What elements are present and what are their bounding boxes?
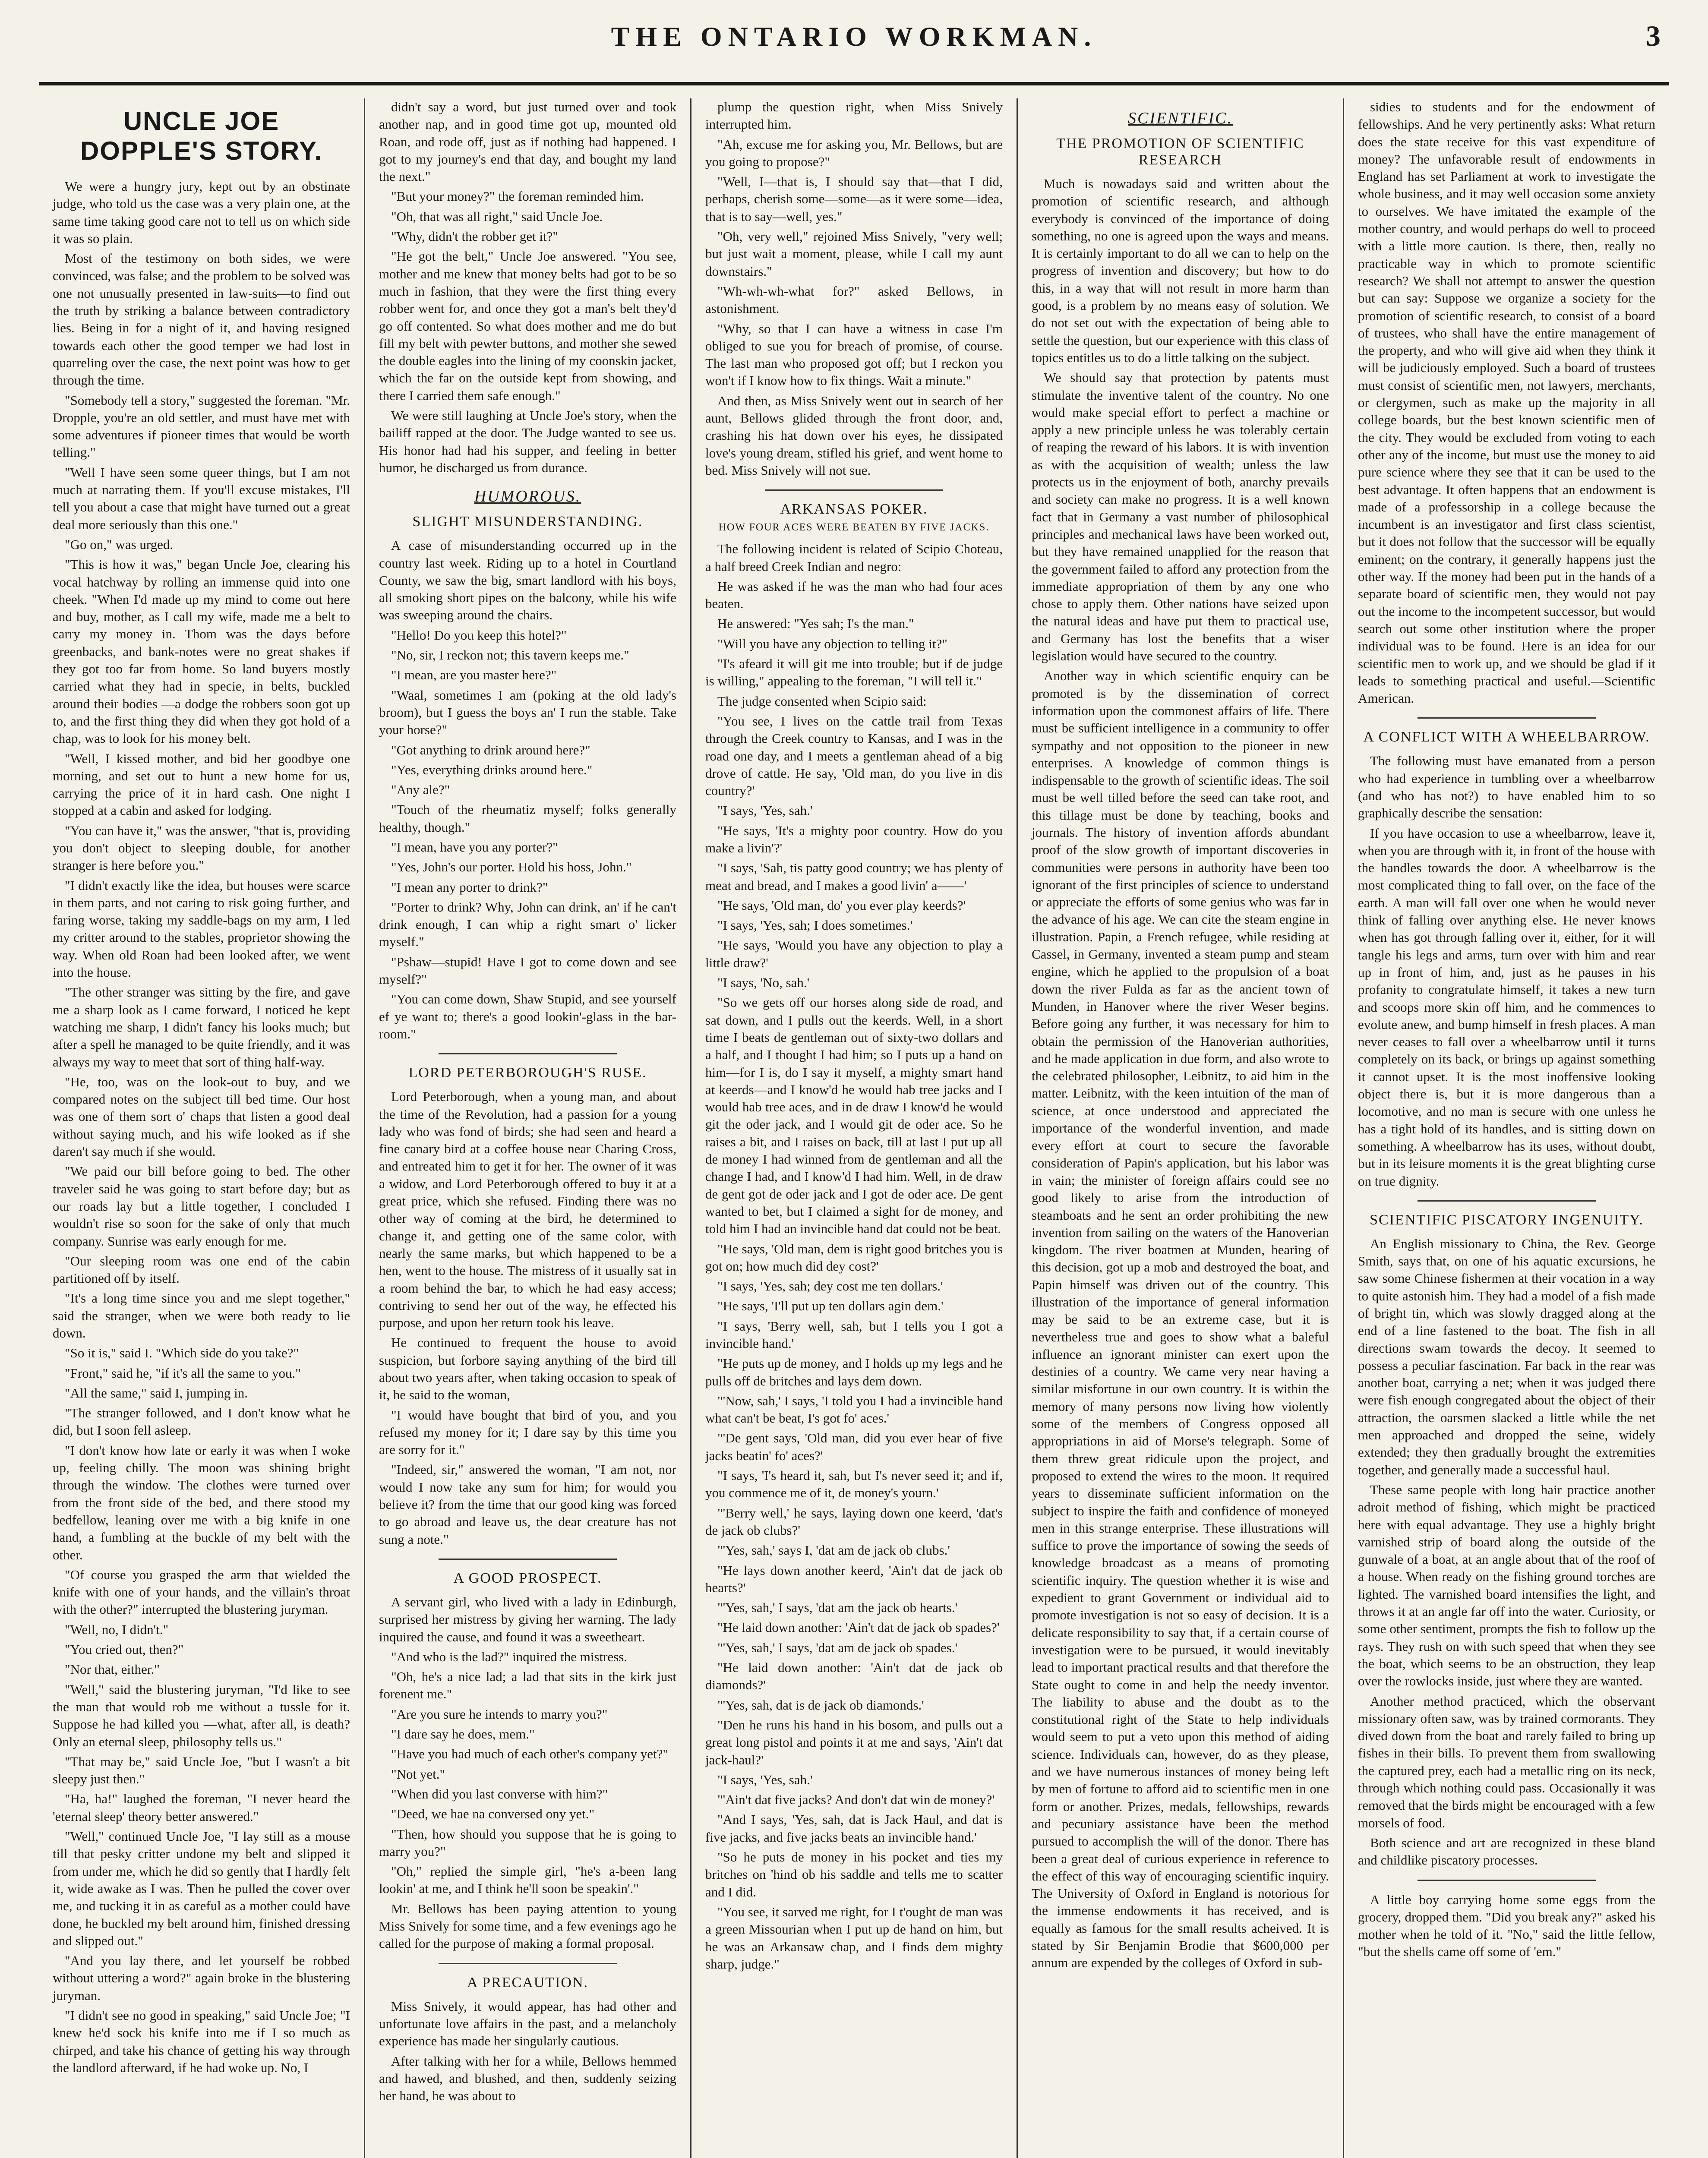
columns [39,98,1669,2158]
paragraph: "Wh-wh-wh-what for?" asked Bellows, in astonishment. [705,283,1003,316]
article-heading-good-prospect: A GOOD PROSPECT. [453,1570,602,1586]
paragraph: The following incident is related of Scipio Choteau, a half breed Creek Indian and negro: [705,541,1003,574]
divider [439,1963,617,1964]
paragraph: plump the question right, when Miss Snively interrupted him. [705,99,1003,132]
paragraph: He answered: "Yes sah; I's the man." [717,616,914,631]
paragraph: "He laid down another: 'Ain't dat de jack ob diamonds?' [705,1660,1003,1693]
paragraph: "Of course you grasped the arm that wielded the knife with one of your hands, and the villain's throat with the other?" interrupted the blustering juryman. [53,1567,350,1617]
column-2 [365,98,691,2158]
paragraph: "He laid down another: 'Ain't dat de jack ob spades?' [717,1620,1000,1635]
paragraph: "Somebody tell a story," suggested the foreman. "Mr. Dropple, you're an old settler, and must have met with some adventures if pioneer times that would be worth telling." [53,392,350,460]
paragraph: Miss Snively, it would appear, has had other and unfortunate love affairs in the past, and a melancholy experience has made her singularly cautious. [379,1998,676,2049]
paragraph: "The stranger followed, and I don't know what he did, but I soon fell asleep. [53,1405,350,1438]
paragraph: "Well, no, I didn't." [65,1622,169,1637]
paragraph: We were a hungry jury, kept out by an obstinate judge, who told us the case was a very plain one, at the same time taking good care not to tell us on which side it was so plain. [53,179,350,246]
paragraph: "Porter to drink? Why, John can drink, an' if he can't drink enough, I can whip a right smart o' licker myself." [379,899,676,950]
column-2-text-b [379,537,676,1043]
paragraph: "I says, 'Sah, tis patty good country; we has plenty of meat and bread, and I makes a good livin' a——' [705,860,1003,893]
paragraph: Another method practiced, which the observant missionary often saw, was by trained cormorants. They dived down from the boat and rarely failed to bring up fishes in their bills. To prevent them from swallowing the captured prey, each had a metallic ring on its neck, through which nothing could pass. Occasionally it was removed that the birds might be encouraged with a few morsels of food. [1358,1693,1655,1830]
paragraph: "Hello! Do you keep this hotel?" [391,627,567,643]
paragraph: "I didn't exactly like the idea, but houses were scarce in them parts, and not caring to risk going further, and faring worse, taking my saddle-bags on my arm, I led my critter around to the stables, proprietor showing the way. When old Roan had been looked after, we went into the house. [53,877,350,980]
paragraph: "'Yes, sah,' says I, 'dat am de jack ob clubs.' [717,1543,950,1558]
column-5-text-d [1358,1891,1655,1961]
paragraph: After talking with her for a while, Bellows hemmed and hawed, and blushed, and then, suddenly seizing her hand, he was about to [379,2053,676,2104]
divider [1418,717,1596,719]
paragraph: "He says, 'It's a mighty poor country. How do you make a livin'?' [705,823,1003,855]
paragraph: "I says, 'Yes, sah; I does sometimes.' [717,918,913,933]
paragraph: Both science and art are recognized in these bland and childlike piscatory processes. [1358,1835,1655,1868]
paragraph: "Have you had much of each other's company yet?" [391,1746,669,1762]
paragraph: "You see, I lives on the cattle trail from Texas through the Creek country to Kansas, and I was in the road one day, and I meets a gentleman ahead of a big drove of cattle. He say, 'Old man, do you live in dis country?' [705,713,1003,798]
article-heading-misunderstanding: SLIGHT MISUNDERSTANDING. [412,514,643,530]
paragraph: "Our sleeping room was one end of the cabin partitioned off by itself. [53,1253,350,1286]
column-5-text-a [1358,98,1655,707]
paragraph: "Deed, we hae na conversed ony yet." [391,1806,595,1822]
column-3-text-b [705,540,1003,1973]
paragraph: He continued to frequent the house to avoid suspicion, but forbore saying anything of the bird till about two years after, when taking occasion to speak of it, he said to the woman, [379,1335,676,1403]
paragraph: "I mean any porter to drink?" [391,879,548,895]
paragraph: "Den he runs his hand in his bosom, and pulls out a great long pistol and points it at me and says, 'Ain't dat jack-haul?' [705,1717,1003,1767]
paragraph: A little boy carrying home some eggs from the grocery, dropped them. "Did you break any?" asked his mother when he told of it. "No," said the little fellow, "but the shells came off some of 'em." [1358,1892,1655,1959]
paragraph: "Waal, sometimes I am (poking at the old lady's broom), but I guess the boys an' I run the stable. Take your horse?" [379,687,676,738]
paragraph: "Oh, very well," rejoined Miss Snively, "very well; but just wait a moment, please, while I call my aunt downstairs." [705,229,1003,279]
paragraph: didn't say a word, but just turned over and took another nap, and in good time got up, mounted old Roan, and rode off, just as if nothing had happened. I got to my journey's end that day, and bought my land the next." [379,99,676,184]
paragraph: "Oh, he's a nice lad; a lad that sits in the kirk just forenent me." [379,1669,676,1702]
paragraph: If you have occasion to use a wheelbarrow, leave it, when you are through with it, in front of the house with the handles towards the door. A wheelbarrow is the most complicated thing to fall over, on the face of the earth. A man will fall over one when he would never think of falling over anything else. He never knows when has got through falling over it, either, for it will tangle his legs and arms, turn over with him and rear up in front of him, and, just as he pauses in his profanity to congratulate himself, it takes a new turn and scoops more skin off him, and he commences to evolute anew, and bump himself in fresh places. A man never ceases to fall over a wheelbarrow until it turns completely on its back, or brings up against something it cannot upset. It is the most inoffensive looking object there is, but it is more dangerous than a locomotive, and no man is secure with one unless he has a tight hold of its handles, and is sitting down on something. A wheelbarrow has its uses, without doubt, but in its leisure moments it is the great blighting curse on true dignity. [1358,825,1655,1189]
paragraph: "Then, how should you suppose that he is going to marry you?" [379,1826,676,1859]
paragraph: "I would have bought that bird of you, and you refused my money for it; I dare say by this time you are sorry for it." [379,1407,676,1458]
newspaper-title: THE ONTARIO WORKMAN. [611,21,1097,52]
column-1-text [53,178,350,2076]
paragraph: "Indeed, sir," answered the woman, "I am not, nor would I now take any sum for him; for would you believe it? from the time that our good king was forced to go abroad and leave us, the dear creature has not sung a note." [379,1462,676,1547]
article-heading-peterborough: LORD PETERBOROUGH'S RUSE. [408,1065,647,1081]
paragraph: And then, as Miss Snively went out in search of her aunt, Bellows glided through the front door, and, crashing his hat down over his eyes, he dissipated love's young dream, stifled his grief, and went home to bed. Miss Snively will not sue. [705,393,1003,478]
paragraph: A case of misunderstanding occurred up in the country last week. Riding up to a hotel in Courtland County, we saw the big, smart landlord with his boys, all smoking short pipes on the balcony, while his wife was sweeping around the chairs. [379,538,676,623]
paragraph: "Yes, everything drinks around here." [391,762,593,777]
paragraph: "It's a long time since you and me slept together," said the stranger, when we were both ready to lie down. [53,1290,350,1341]
paragraph: "Well, I kissed mother, and bid her goodbye one morning, and set out to hunt a new home for us, carrying the price of it in hard cash. One night I stopped at a cabin and asked for lodging. [53,751,350,818]
paragraph: The judge consented when Scipio said: [717,693,927,709]
column-2-text-c [379,1088,676,1548]
divider [439,1559,617,1560]
paragraph: "He, too, was on the look-out to buy, and we compared notes on the subject till bed time. Our host was one of them sort o' chaps that listen a good deal without saying much, and his wife looked as if she daren't say much if she would. [53,1074,350,1159]
paragraph: An English missionary to China, the Rev. George Smith, says that, on one of his aquatic excursions, he saw some Chinese fishermen at their vocation in a way to quite astonish him. They had a model of a fish made of bright tin, which was slowly dragged along at the end of a line fastened to the boat. The fish in all directions swam towards the decoy. It seemed to possess a peculiar fascination. Far back in the rear was another boat, carrying a net; when it was judged there were fish enough congregated about the object of their attraction, the oarsmen slacked a little while the net men approached and dropped the seine, widely extended; they then gradually brought the extremities together, and generally made a successful haul. [1358,1236,1655,1477]
paragraph: "'Yes, sah,' I says, 'dat am de jack ob spades.' [717,1640,958,1655]
article-subheading-poker: HOW FOUR ACES WERE BEATEN BY FIVE JACKS. [718,522,990,533]
paragraph: "Will you have any objection to telling it?" [717,636,947,651]
column-3-text-a [705,98,1003,479]
paragraph: Mr. Bellows has been paying attention to young Miss Snively for some time, and a few evenings ago he called for the purpose of making a formal proposal. [379,1901,676,1951]
paragraph: "Well," continued Uncle Joe, "I lay still as a mouse till that pesky critter undone my belt and slipped it from under me, which he did so gently that I hardly felt it, wide awake as I was. Then he pulled the cover over me, and tucking it in as careful as a mother could have done, he buckled my belt around him, finished dressing and slipped out." [53,1829,350,1948]
divider [1418,1880,1596,1881]
paragraph: "So we gets off our horses along side de road, and sat down, and I pulls out the keerds. Well, in a short time I beats de gentleman out of sixty-two dollars and a half, and I thought I had him; so I puts up a hand on him—for I is, do I say it myself, a mighty smart hand at keerds—and I know'd he would hab tree jacks and I would hab tree aces, and in de draw I know'd he would git the oder jack, and I would git de oder ace. So he raises a bit, and I raises on back, till at last I put up all de money I had winned from de gentleman and all the change I had, and I know'd I had him. Well, in de draw de gent got de oder jack and I got de oder ace. De gent wanted to bet, but I claimed a sight for de money, and told him I had an invincible hand dat could not be beat. [705,995,1003,1237]
paragraph: "And who is the lad?" inquired the mistress. [391,1649,628,1664]
paragraph: "Front," said he, "if it's all the same to you." [65,1365,301,1381]
paragraph: "I didn't see no good in speaking," said Uncle Joe; "I knew he'd sock his knife into me if I so much as chirped, and take his chance of getting his way through the landlord afterward, if he had woke up. No, I [53,2007,350,2075]
paragraph: "Are you sure he intends to marry you?" [391,1706,608,1722]
divider [765,489,943,491]
article-heading-piscatory: SCIENTIFIC PISCATORY INGENUITY. [1370,1212,1644,1228]
paragraph: "He lays down another keerd, 'Ain't dat de jack ob hearts?' [705,1562,1003,1595]
paragraph: "He says, 'Old man, dem is right good britches you is got on; how much did dey cost?' [705,1241,1003,1274]
paragraph: "'Berry well,' he says, laying down one keerd, 'dat's de jack ob clubs?' [705,1505,1003,1538]
paragraph: "Ah, excuse me for asking you, Mr. Bellows, but are you going to propose?" [705,136,1003,169]
paragraph: "Ha, ha!" laughed the foreman, "I never heard the 'eternal sleep' theory better answered." [53,1791,350,1824]
column-4-text [1032,175,1329,1972]
paragraph: Another way in which scientific enquiry can be promoted is by the dissemination of correct information upon the commonest affairs of life. There must be sufficient intelligence in a community to offer sympathy and not opposition to the pioneer in new enterprises. A knowledge of common things is indispensable to the growth of scientific ideas. The soil must be well tilled before the seed can take root, and this tillage must be done by teaching, books and journals. The history of invention affords abundant proof of the slow growth of important discoveries in communities were persons in authority have been too ignorant of the first principles of science to understand or appreciate the efforts of some genius who was far in the advance of his age. We can cite the steam engine in illustration. Papin, a French refugee, while residing at Cassel, in Germany, invented a steam pump and steam engine, which he applied to the propulsion of a boat down the river Fulda as far as the ancient town of Munden, in Hanover where the river Weser begins. Before going any further, it was necessary for him to obtain the permission of the Hanoverian authorities, and he made application in due form, and also wrote to the celebrated philosopher, Leibnitz, to aid him in the matter. Leibnitz, with the keen intuition of the man of science, at once understood and appreciated the importance of the wonderful invention, and made every effort at court to secure the favorable consideration of Papin's application, but his labor was in vain; the minister of foreign affairs could see no good likely to arise from the introduction of steamboats and he sent an order prohibiting the new invention from sailing on the waters of the Hanoverian kingdom. The river boatmen at Munden, hearing of this decision, got up a mob and destroyed the boat, and Papin himself was driven out of the country. This illustration of the importance of general information may be said to be an extreme case, but it is nevertheless true and goes to show what a baleful influence an ignorant minister can exert upon the destinies of a country. We came very near having a similar misfortune in our own country. It is within the memory of many persons now living how violently some of the members of Congress opposed all appropriations in aid of Morse's telegraph. Some of them threw great ridicule upon the project, and proposed to extend the wires to the moon. It required years to disseminate sufficient information on the subject to inspire the faith and confidence of moneyed men in this strange enterprise. These illustrations will suffice to prove the importance of sowing the seeds of knowledge broadcast as a means of promoting scientific inquiry. The question whether it is wise and expedient to grant Government or individual aid to promote investigation is not so easy of decision. It is a delicate responsibility to say that, if a certain course of investigation were to be pursued, it would inevitably lead to important practical results and that therefore the State ought to come in and help the needy inventor. The liability to abuse and the doubt as to the constitutional right of the State to help individuals would seem to put a veto upon this method of aiding science. Individuals can, however, do as they please, and we have numerous instances of money being left by men of fortune to afford aid to scientific men in one form or another. Prizes, medals, fellowships, rewards and pecuniary assistance have been the method pursued to accomplish the will of the donor. There has been a great deal of curious experience in reference to the effect of this way of encouraging scientific inquiry. The University of Oxford in England is notorious for the immense endowments it has received, and is equally as famous for the small results acheived. It is stated by Sir Benjamin Brodie that $600,000 per annum are expended by the colleges of Oxford in sub- [1032,668,1329,1971]
paragraph: "This is how it was," began Uncle Joe, clearing his vocal hatchway by rolling an immense quid into one cheek. "When I'd made up my mind to come out here and buy, mother, as I call my wife, made me a belt to carry my money in. Thom was the days before greenbacks, and bank-notes were no great shakes if they got too far from home. So land buyers mostly carried what they had in specie, in belts, buckled around their bodies —a dodge the robbers soon got up to, and the first thing they did when they got hold of a chap, was to look for his money belt. [53,557,350,746]
paragraph: "But your money?" the foreman reminded him. [391,189,644,204]
paragraph: "So he puts de money in his pocket and ties my britches on 'hind ob his saddle and tells me to scatter and I did. [705,1849,1003,1899]
column-2-text-e [379,1998,676,2105]
article-heading-precaution: A PRECAUTION. [467,1974,589,1991]
paragraph: "Well," said the blustering juryman, "I'd like to see the man that would rob me without a tussle for it. Suppose he had killed you —what, after all, is death? Only an eternal sleep, philosophy tells us." [53,1682,350,1749]
column-5-text-c [1358,1235,1655,1869]
paragraph: "I mean, are you master here?" [391,667,557,683]
paragraph: "He says, 'Old man, do' you ever play keerds?' [717,897,966,913]
paragraph: Most of the testimony on both sides, we were convinced, was false; and the problem to be solved was one not unusually presented in law-suits—to find out the truth by striking a balance between contradictory lies. Being in for a night of it, and having resigned towards each other the good temper we had lost in quarreling over the case, the next point was how to get through the time. [53,251,350,388]
paragraph: The following must have emanated from a person who had experience in tumbling over a wheelbarrow (and who has not?) to have enabled him to so graphically describe the sensation: [1358,753,1655,821]
column-4 [1018,98,1344,2158]
paragraph: "'Now, sah,' I says, 'I told you I had a invincible hand what can't be beat, I's got fo' aces.' [705,1393,1003,1426]
paragraph: "And you lay there, and let yourself be robbed without uttering a word?" again broke in the blustering juryman. [53,1953,350,2003]
paragraph: "That may be," said Uncle Joe, "but I wasn't a bit sleepy just then." [53,1754,350,1787]
paragraph: A servant girl, who lived with a lady in Edinburgh, surprised her mistress by giving her warning. The lady inquired the cause, and found it was a sweetheart. [379,1594,676,1644]
paragraph: Lord Peterborough, when a young man, and about the time of the Revolution, had a passion for a young lady who was fond of birds; she had seen and heard a fine canary bird at a coffee house near Charing Cross, and entreated him to get it for her. The owner of it was a widow, and Lord Peterborough offered to buy it at a great price, which she refused. Finding there was no other way of coming at the bird, he determined to change it, and getting one of the same color, with nearly the same marks, but which happened to be a hen, went to the house. The mistress of it usually sat in a room behind the bar, to which he had easy access; contriving to send her out of the way, he effected his purpose, and upon her return took his leave. [379,1089,676,1331]
paragraph: "Oh," replied the simple girl, "he's a-been lang lookin' at me, and I think he'll soon be speakin'." [379,1864,676,1896]
column-2-text-d [379,1593,676,1953]
column-5-text-b [1358,752,1655,1189]
paragraph: "'Yes, sah,' I says, 'dat am the jack ob hearts.' [717,1600,958,1615]
paragraph: Much is nowadays said and written about the promotion of scientific research, and although everybody is convinced of the importance of doing something, no one is agreed upon the ways and means. It is certainly important to do all we can to help on the progress of invention and discovery; but how to do this, in a way that will not result in more harm than good, is a problem by no means easy of solution. We do not set out with the expectation of being able to settle the question, but our experience with this class of topics entitles us to do a little talking on the subject. [1032,176,1329,365]
column-2-text-a [379,98,676,476]
paragraph: "So it is," said I. "Which side do you take?" [65,1345,299,1361]
paragraph: "Pshaw—stupid! Have I got to come down and see myself?" [379,954,676,987]
paragraph: "I mean, have you any porter?" [391,839,558,855]
paragraph: "Why, so that I can have a witness in case I'm obliged to sue you for breach of promise, of course. The last man who proposed got off; but I reckon you won't if I know how to fix things. Wait a minute." [705,321,1003,388]
paragraph: "And I says, 'Yes, sah, dat is Jack Haul, and dat is five jacks, and five jacks beats an invincible hand.' [705,1812,1003,1845]
paragraph: "I says, 'I's heard it, sah, but I's never seed it; and if, you commence me of it, de money's yourn.' [705,1468,1003,1501]
divider [439,1053,617,1054]
paragraph: "He got the belt," Uncle Joe answered. "You see, mother and me knew that money belts had got to be so much in fashion, that they were the first thing every robber went for, and once they got a man's belt they'd go off contented. So what does mother and me do but fill my belt with pewter buttons, and mother she sewed the double eagles into the lining of my coonskin jacket, which the far on the outside kept from showing, and there I carried them safe enough." [379,249,676,403]
paragraph: We should say that protection by patents must stimulate the inventive talent of the country. No one would make special effort to perfect a machine or apply a new principle unless he was tolerably certain of reaping the reward of his labors. It is with invention as with the acquisition of wealth; unless the law protects us in the enjoyment of both, anarchy prevails and society can make no progress. It is a well known fact that in Germany a vast number of philosophical principles and mechanical laws have been worked out, but they have remained unapplied for the reason that the government failed to afford any protection from the immediate appropriation of them by any one who chose to apply them. Other nations have seized upon the natural ideas and have put them to practical use, and Germany has lost the benefits that a wiser legislation would have secured to the country. [1032,370,1329,664]
paragraph: "Got anything to drink around here?" [391,742,590,757]
paragraph: "I says, 'No, sah.' [717,975,810,991]
paragraph: "He says, 'I'll put up ten dollars agin dem.' [717,1298,944,1314]
paragraph: "'De gent says, 'Old man, did you ever hear of five jacks beatin' fo' aces?' [705,1430,1003,1463]
column-3 [691,98,1018,2158]
paragraph: "I's afeard it will git me into trouble; but if de judge is willing," appealing to the foreman, "I will tell it." [705,656,1003,689]
paragraph: "All the same," said I, jumping in. [65,1385,248,1401]
paragraph: "I says, 'Yes, sah.' [717,803,813,818]
paragraph: "Any ale?" [391,782,450,798]
paragraph: "The other stranger was sitting by the fire, and gave me a sharp look as I came forward, I noticed he kept watching me sharp, I didn't fancy his looks much; but after a spell he managed to be quite friendly, and it was always my way to meet that sort of thing half-way. [53,984,350,1070]
paragraph: "Yes, John's our porter. Hold his hoss, John." [391,859,632,875]
paragraph: He was asked if he was the man who had four aces beaten. [705,578,1003,612]
paragraph: "I says, 'Berry well, sah, but I tells you I got a invincible hand.' [705,1318,1003,1351]
paragraph: "No, sir, I reckon not; this tavern keeps me." [391,647,629,663]
article-heading-research: THE PROMOTION OF SCIENTIFIC RESEARCH [1056,136,1304,168]
paragraph: "Nor that, either." [65,1662,160,1677]
paragraph: "You see, it sarved me right, for I t'ought de man was a green Missourian when I put up de hand on him, but he was an Arkansaw chap, and I finds dem mighty sharp, judge." [705,1904,1003,1972]
paragraph: "You can have it," was the answer, "that is, providing you don't object to sleeping double, for another stranger is here before you." [53,823,350,873]
article-heading-wheelbarrow: A CONFLICT WITH A WHEELBARROW. [1363,729,1650,745]
paragraph: "Why, didn't the robber get it?" [391,229,559,244]
section-heading-scientific: SCIENTIFIC. [1127,109,1233,127]
paragraph: "You cried out, then?" [65,1642,184,1657]
paragraph: "I says, 'Yes, sah.' [717,1772,813,1787]
paragraph: "When did you last converse with him?" [391,1786,608,1801]
paragraph: sidies to students and for the endowment of fellowships. And he very pertinently asks: What return does the state receive for this vast expenditure of money? The unfavorable result of endowments in England has set Parliament at work to investigate the whole business, and it may well occasion some anxiety to ourselves. We have imitated the example of the mother country, and would perhaps do well to proceed with a little more caution. Is there, then, really no practicable way in which to promote scientific research? We shall not attempt to answer the question but can say: Suppose we organize a society for the promotion of scientific research, to consist of a board of trustees, who shall have the entire management of the property, and who will give aid when they think it will be judiciously employed. Such a board of trustees must consist of scientific men, not lawyers, merchants, or clergymen, such as make up the majority in all college boards, but the best known scientific men of the city. They would be excluded from voting to each other any of the income, but must use the money to aid pure science where they see that it can be used to the best advantage. It often happens that an endowment is made of a professorship in a college because the incumbent is an investigator and first class scientist, but it does not follow that the successor will be equally eminent; on the contrary, it generally happens just the other way. If the money had been put in the hands of a separate board of scientific men, they would not pay out the income to the incompetent successor, but would search out some other institution where the proper individual was to be found. Here is an idea for our scientific men to work up, and we should be glad if it leads to something practical and useful.—Scientific American. [1358,99,1655,706]
paragraph: "We paid our bill before going to bed. The other traveler said he was going to start before day; but as our roads lay but a little together, I concluded I wouldn't rise so soon for the sake of only that much company. Sunrise was early enough for me. [53,1164,350,1249]
paragraph: "He puts up de money, and I holds up my legs and he pulls off de britches and lays dem down. [705,1356,1003,1388]
paragraph: We were still laughing at Uncle Joe's story, when the bailiff rapped at the door. The Judge wanted to see us. His honor had had his supper, and feeling in better humor, he discharged us from durance. [379,408,676,475]
paragraph: "Well I have seen some queer things, but I am not much at narrating them. If you'll excuse mistakes, I'll tell you about a case that might have turned out a great deal more seriously than this one." [53,464,350,532]
paragraph: "I don't know how late or early it was when I woke up, feeling chilly. The moon was shining bright through the window. The clothes were turned over from the front side of the bed, and there stood my bedfellow, leaning over me with a big knife in one hand, a fumbling at the buckle of my belt with the other. [53,1442,350,1562]
page-number: 3 [1646,19,1661,52]
masthead [39,17,1669,85]
column-1 [39,98,365,2158]
article-heading-poker: ARKANSAS POKER. [780,501,928,517]
divider [1418,1200,1596,1202]
paragraph: These same people with long hair practice another adroit method of fishing, which might be practiced here with equal advantage. They use a highly bright varnished strip of board along the outside of the gunwale of a boat, at an angle about that of the roof of a house. When ready on the fishing ground torches are lighted. The varnished board intensifies the light, and throws it at an angle far off into the water. Curiosity, or some other sentiment, prompts the fish to follow up the rays. They rush on with such speed that when they see the boat, which seems to be an obstruction, they leap over the rowlocks inside, just where they are wanted. [1358,1482,1655,1689]
paragraph: "I says, 'Yes, sah; dey cost me ten dollars.' [717,1278,943,1294]
story-headline: UNCLE JOE DOPPLE'S STORY. [80,107,323,165]
section-heading-humorous: HUMOROUS. [474,487,581,506]
paragraph: "Go on," was urged. [65,536,174,552]
paragraph: "He says, 'Would you have any objection to play a little draw?' [705,937,1003,970]
column-5 [1344,98,1669,2158]
paragraph: "Well, I—that is, I should say that—that I did, perhaps, cherish some—some—as it were some—idea, that is to say—well, yes." [705,174,1003,224]
paragraph: "I dare say he does, mem." [391,1726,535,1742]
paragraph: "'Yes, sah, dat is de jack ob diamonds.' [717,1697,924,1713]
paragraph: "Touch of the rheumatiz myself; folks generally healthy, though." [379,802,676,835]
paragraph: "You can come down, Shaw Stupid, and see yourself ef ye want to; there's a good lookin'-glass in the bar-room." [379,991,676,1041]
paragraph: "Oh, that was all right," said Uncle Joe. [391,208,603,224]
paragraph: "Not yet." [391,1766,445,1782]
paragraph: "'Ain't dat five jacks? And don't dat win de money?' [717,1792,994,1808]
